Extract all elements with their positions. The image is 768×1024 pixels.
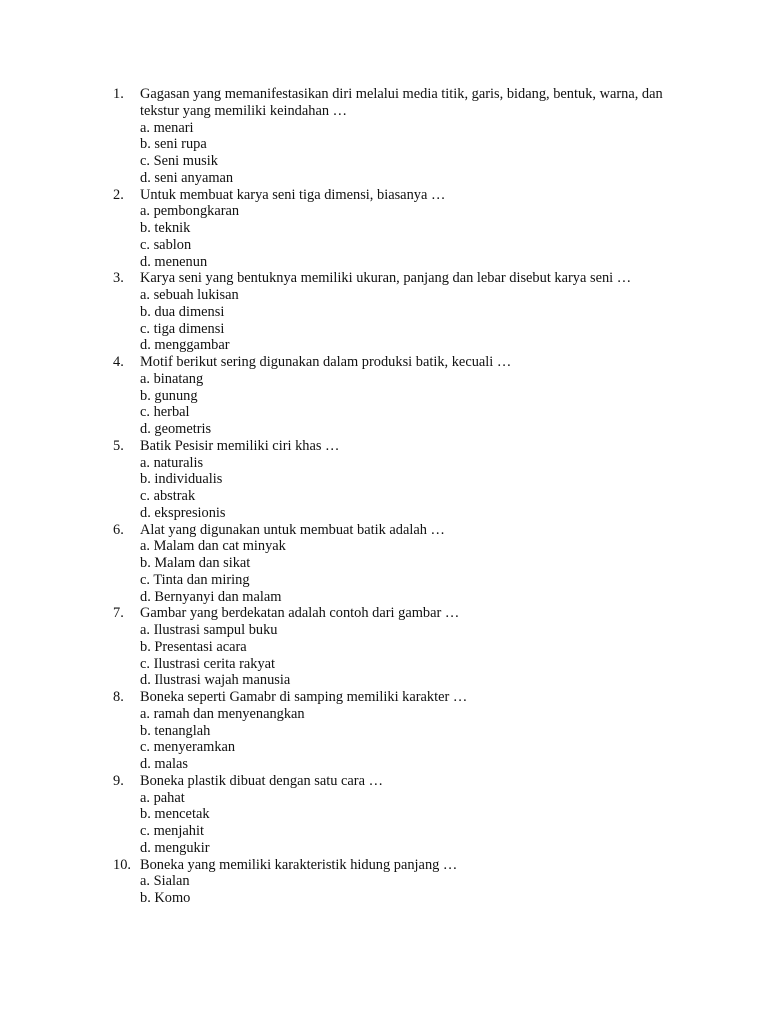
option-b: b. gunung (140, 387, 198, 404)
option-b: b. tenanglah (140, 722, 211, 739)
question-number: 4. (113, 354, 124, 370)
option-list (140, 120, 673, 187)
option-b: b. Malam dan sikat (140, 555, 251, 571)
option-list (140, 203, 673, 270)
option-a: a. Ilustrasi sampul buku (140, 622, 278, 638)
question-7 (113, 605, 673, 689)
question-number: 5. (113, 437, 124, 454)
option-d: d. mengukir (140, 839, 210, 856)
question-5 (113, 438, 673, 522)
question-2 (113, 187, 673, 271)
option-list (140, 455, 673, 522)
option-a: a. naturalis (140, 454, 204, 471)
option-a: a. ramah dan menyenangkan (140, 705, 305, 722)
question-text: Boneka plastik dibuat dengan satu cara … (140, 772, 383, 789)
option-d: d. geometris (140, 421, 212, 437)
option-b: b. seni rupa (140, 136, 207, 153)
option-a: a. Sialan (140, 873, 190, 890)
option-d: d. Ilustrasi wajah manusia (140, 672, 291, 689)
question-8 (113, 689, 673, 773)
option-c: c. sablon (140, 236, 192, 253)
question-number: 8. (113, 689, 124, 705)
option-d: d. malas (140, 756, 188, 772)
option-c: c. Tinta dan miring (140, 571, 250, 588)
option-list (140, 622, 673, 689)
question-10 (113, 857, 673, 907)
option-list (140, 538, 673, 605)
option-c: c. Ilustrasi cerita rakyat (140, 655, 276, 672)
question-3 (113, 270, 673, 354)
question-number: 9. (113, 772, 124, 789)
option-a: a. sebuah lukisan (140, 287, 239, 303)
option-a: a. binatang (140, 370, 204, 387)
option-b: b. dua dimensi (140, 303, 225, 320)
question-number: 7. (113, 605, 124, 622)
question-number: 10. (113, 856, 131, 873)
question-number: 1. (113, 86, 124, 102)
question-4 (113, 354, 673, 438)
question-9 (113, 773, 673, 857)
option-b: b. teknik (140, 220, 191, 236)
question-text: Karya seni yang bentuknya memiliki ukuran, panjang dan lebar disebut karya seni … (140, 270, 632, 287)
option-d: d. ekspresionis (140, 504, 226, 521)
option-list (140, 287, 673, 354)
question-text: Boneka yang memiliki karakteristik hidung panjang … (140, 856, 458, 873)
option-b: b. Komo (140, 890, 191, 906)
question-text: Untuk membuat karya seni tiga dimensi, biasanya … (140, 186, 446, 203)
option-c: c. Seni musik (140, 153, 218, 169)
option-c: c. menjahit (140, 823, 204, 839)
question-list (113, 86, 673, 907)
question-text: Alat yang digunakan untuk membuat batik adalah … (140, 521, 445, 538)
option-c: c. abstrak (140, 488, 196, 504)
option-d: d. menenun (140, 253, 208, 270)
option-d: d. menggambar (140, 337, 230, 354)
question-number: 3. (113, 270, 124, 287)
option-d: d. seni anyaman (140, 169, 234, 186)
option-list (140, 873, 673, 907)
option-a: a. Malam dan cat minyak (140, 538, 286, 555)
option-b: b. individualis (140, 471, 223, 488)
question-text: Batik Pesisir memiliki ciri khas … (140, 437, 340, 454)
option-b: b. mencetak (140, 806, 210, 823)
question-text: Boneka seperti Gamabr di samping memiliki karakter … (140, 689, 468, 705)
option-a: a. menari (140, 119, 194, 136)
question-6 (113, 522, 673, 606)
question-number: 6. (113, 521, 124, 538)
question-1 (113, 86, 673, 187)
option-a: a. pahat (140, 789, 185, 806)
question-text: Gambar yang berdekatan adalah contoh dari gambar … (140, 605, 460, 622)
option-c: c. menyeramkan (140, 739, 236, 756)
option-list (140, 371, 673, 438)
question-text: Motif berikut sering digunakan dalam produksi batik, kecuali … (140, 354, 512, 370)
option-b: b. Presentasi acara (140, 638, 247, 655)
option-d: d. Bernyanyi dan malam (140, 588, 282, 605)
option-a: a. pembongkaran (140, 203, 240, 220)
option-list (140, 790, 673, 857)
question-text: Gagasan yang memanifestasikan diri melalui media titik, garis, bidang, bentuk, warna, dan tekstur yang memiliki keindahan … (140, 86, 663, 119)
option-list (140, 706, 673, 773)
question-number: 2. (113, 186, 124, 203)
option-c: c. tiga dimensi (140, 320, 225, 337)
option-c: c. herbal (140, 404, 190, 421)
